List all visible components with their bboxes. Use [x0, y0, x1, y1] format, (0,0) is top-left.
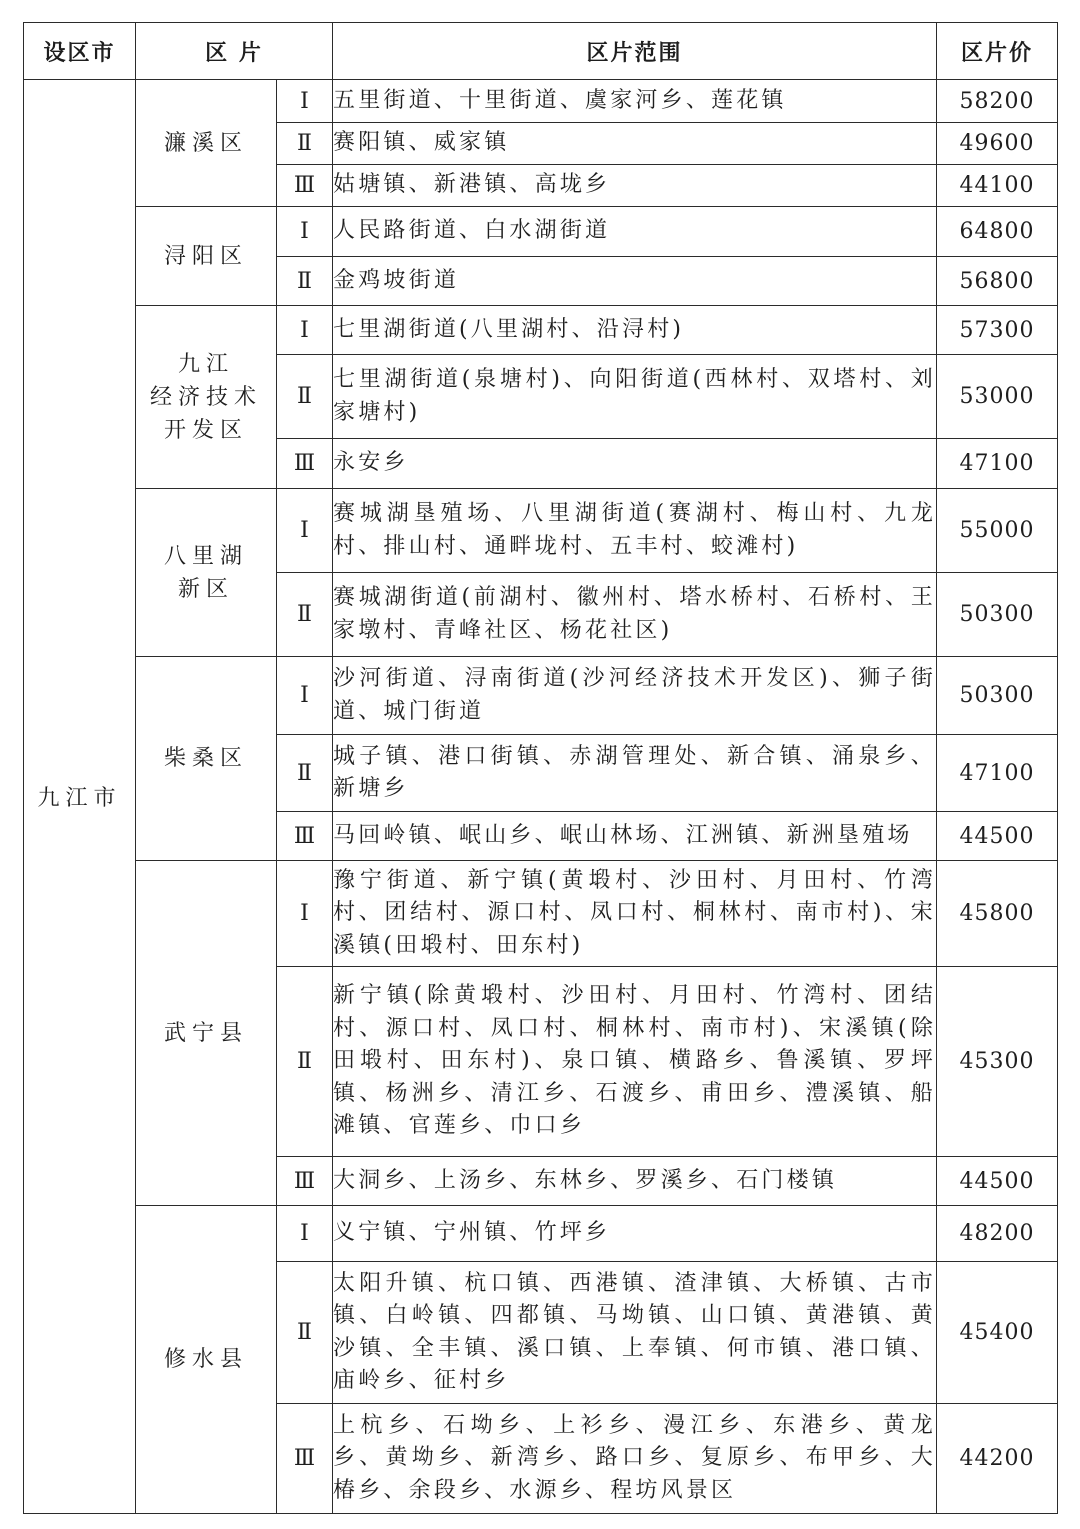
price-cell: 47100: [937, 439, 1058, 489]
header-price: 区片价: [937, 23, 1058, 80]
range-cell: 赛城湖垦殖场、八里湖街道(赛湖村、梅山村、九龙村、排山村、通畔垅村、五丰村、蛟滩村): [333, 489, 937, 573]
grade-cell: Ⅰ: [277, 861, 333, 967]
price-cell: 47100: [937, 735, 1058, 812]
range-cell: 义宁镇、宁州镇、竹坪乡: [333, 1206, 937, 1262]
grade-cell: Ⅱ: [277, 355, 333, 439]
grade-cell: Ⅰ: [277, 657, 333, 735]
header-row: [24, 23, 1058, 80]
range-cell: 五里街道、十里街道、虞家河乡、莲花镇: [333, 80, 937, 123]
price-cell: 45300: [937, 967, 1058, 1157]
range-cell: 七里湖街道(八里湖村、沿浔村): [333, 306, 937, 355]
district-cell: 武宁县: [136, 861, 277, 1206]
range-cell: 沙河街道、浔南街道(沙河经济技术开发区)、狮子街道、城门街道: [333, 657, 937, 735]
range-cell: 新宁镇(除黄塅村、沙田村、月田村、竹湾村、团结村、源口村、凤口村、桐林村、南市村)、宋溪镇(除田塅村、田东村)、泉口镇、横路乡、鲁溪镇、罗坪镇、杨洲乡、清江乡、石渡乡、甫田乡、澧溪镇、船滩镇、官莲乡、巾口乡: [333, 967, 937, 1157]
price-cell: 44500: [937, 1157, 1058, 1206]
price-cell: 45800: [937, 861, 1058, 967]
grade-cell: Ⅱ: [277, 123, 333, 165]
range-cell: 姑塘镇、新港镇、高垅乡: [333, 165, 937, 207]
district-cell: 柴桑区: [136, 657, 277, 861]
grade-cell: Ⅰ: [277, 489, 333, 573]
district-cell: 九江 经济技术 开发区: [136, 306, 277, 489]
price-cell: 49600: [937, 123, 1058, 165]
grade-cell: Ⅰ: [277, 207, 333, 257]
range-cell: 太阳升镇、杭口镇、西港镇、渣津镇、大桥镇、古市镇、白岭镇、四都镇、马坳镇、山口镇、黄港镇、黄沙镇、全丰镇、溪口镇、上奉镇、何市镇、港口镇、庙岭乡、征村乡: [333, 1262, 937, 1404]
price-cell: 44100: [937, 165, 1058, 207]
price-cell: 64800: [937, 207, 1058, 257]
table-row: [24, 80, 1058, 123]
land-price-table: [23, 22, 1058, 1514]
grade-cell: Ⅱ: [277, 573, 333, 657]
header-district: 区 片: [136, 23, 333, 80]
grade-cell: Ⅰ: [277, 306, 333, 355]
table-row: [24, 657, 1058, 735]
price-cell: 58200: [937, 80, 1058, 123]
price-cell: 50300: [937, 573, 1058, 657]
range-cell: 城子镇、港口街镇、赤湖管理处、新合镇、涌泉乡、新塘乡: [333, 735, 937, 812]
range-cell: 七里湖街道(泉塘村)、向阳街道(西林村、双塔村、刘家塘村): [333, 355, 937, 439]
grade-cell: Ⅰ: [277, 80, 333, 123]
price-cell: 44200: [937, 1404, 1058, 1514]
table-row: [24, 861, 1058, 967]
grade-cell: Ⅲ: [277, 812, 333, 861]
table-row: [24, 207, 1058, 257]
range-cell: 马回岭镇、岷山乡、岷山林场、江洲镇、新洲垦殖场: [333, 812, 937, 861]
grade-cell: Ⅲ: [277, 165, 333, 207]
city-cell: 九江市: [24, 80, 136, 1514]
range-cell: 永安乡: [333, 439, 937, 489]
range-cell: 赛阳镇、威家镇: [333, 123, 937, 165]
grade-cell: Ⅱ: [277, 967, 333, 1157]
price-cell: 44500: [937, 812, 1058, 861]
range-cell: 金鸡坡街道: [333, 257, 937, 306]
price-cell: 53000: [937, 355, 1058, 439]
price-cell: 57300: [937, 306, 1058, 355]
grade-cell: Ⅱ: [277, 257, 333, 306]
grade-cell: Ⅲ: [277, 1157, 333, 1206]
grade-cell: Ⅰ: [277, 1206, 333, 1262]
grade-cell: Ⅲ: [277, 439, 333, 489]
price-cell: 50300: [937, 657, 1058, 735]
price-cell: 45400: [937, 1262, 1058, 1404]
price-cell: 56800: [937, 257, 1058, 306]
range-cell: 人民路街道、白水湖街道: [333, 207, 937, 257]
district-cell: 浔阳区: [136, 207, 277, 306]
grade-cell: Ⅱ: [277, 735, 333, 812]
header-range: 区片范围: [333, 23, 937, 80]
grade-cell: Ⅱ: [277, 1262, 333, 1404]
district-cell: 八里湖 新区: [136, 489, 277, 657]
range-cell: 上杭乡、石坳乡、上衫乡、漫江乡、东港乡、黄龙乡、黄坳乡、新湾乡、路口乡、复原乡、布甲乡、大椿乡、余段乡、水源乡、程坊风景区: [333, 1404, 937, 1514]
price-cell: 55000: [937, 489, 1058, 573]
range-cell: 豫宁街道、新宁镇(黄塅村、沙田村、月田村、竹湾村、团结村、源口村、凤口村、桐林村、南市村)、宋溪镇(田塅村、田东村): [333, 861, 937, 967]
table-row: [24, 306, 1058, 355]
price-cell: 48200: [937, 1206, 1058, 1262]
header-city: 设区市: [24, 23, 136, 80]
district-cell: 濂溪区: [136, 80, 277, 207]
table-row: [24, 489, 1058, 573]
district-cell: 修水县: [136, 1206, 277, 1514]
range-cell: 赛城湖街道(前湖村、徽州村、塔水桥村、石桥村、王家墩村、青峰社区、杨花社区): [333, 573, 937, 657]
range-cell: 大洞乡、上汤乡、东林乡、罗溪乡、石门楼镇: [333, 1157, 937, 1206]
table-row: [24, 1206, 1058, 1262]
grade-cell: Ⅲ: [277, 1404, 333, 1514]
